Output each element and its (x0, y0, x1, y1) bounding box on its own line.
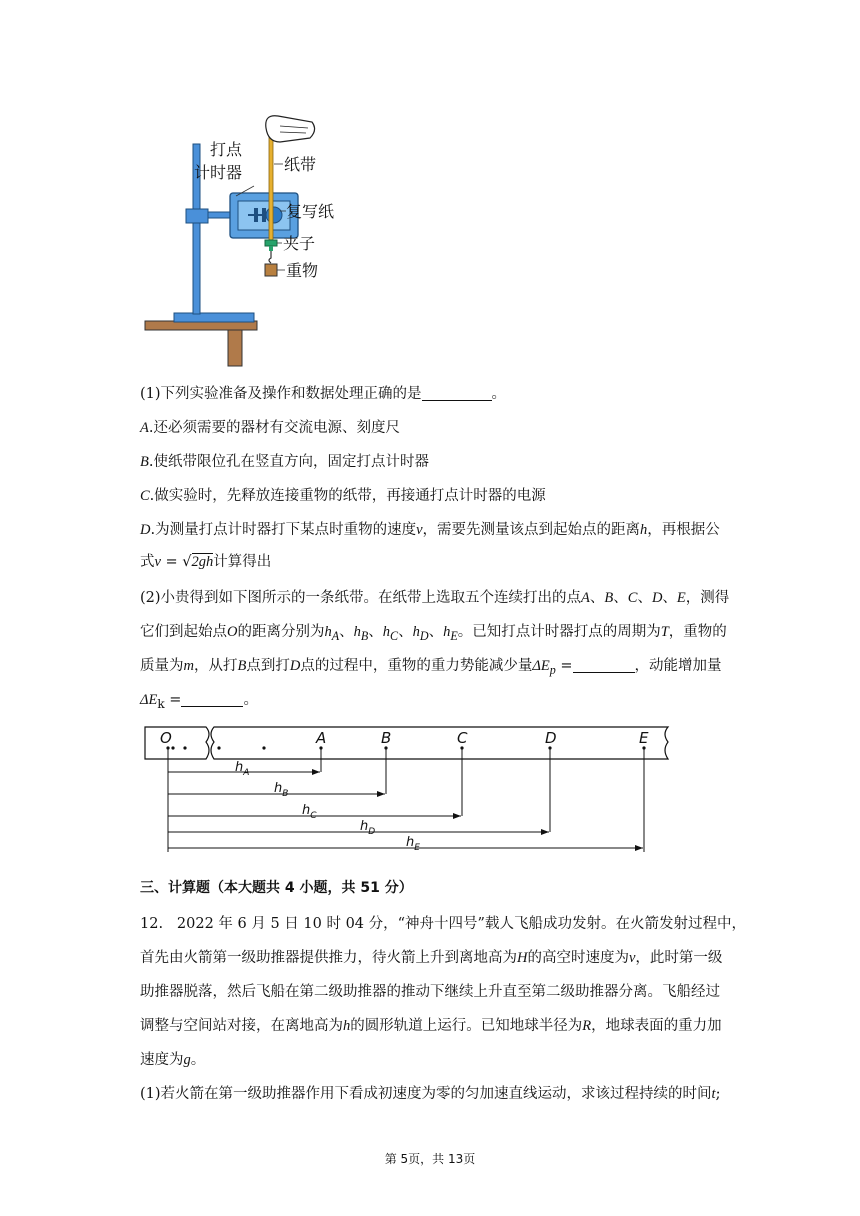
apparatus-figure (140, 108, 380, 370)
q1-option-a: A.还必须需要的器材有交流电源、刻度尺 (140, 420, 400, 436)
q2-line-4: $\Delta E_k$ = 。 (140, 692, 258, 711)
answer-blank-ek[interactable] (181, 692, 243, 708)
q1-option-d: D.为测量打点计时器打下某点时重物的速度v，需要先测量该点到起始点的距离h，再根据公 (140, 522, 720, 538)
q12-line-3: 助推器脱落，然后飞船在第二级助推器的推动下继续上升直至第二级助推器分离。飞船经过 (140, 984, 720, 1000)
q12-line-6: (1)若火箭在第一级助推器作用下看成初速度为零的匀加速直线运动，求该过程持续的时间t; (140, 1086, 721, 1102)
q2-line-3: 质量为m，从打B点到打D点的过程中，重物的重力势能减少量$\Delta E_p$ = ，动能增加量 (140, 658, 722, 677)
q1-option-c: C.做实验时，先释放连接重物的纸带，再接通打点计时器的电源 (140, 488, 546, 504)
answer-blank-ep[interactable] (573, 658, 635, 674)
tape-h-c: $h_C$ (302, 803, 317, 821)
q12-line-4: 调整与空间站对接，在离地高为h的圆形轨道上运行。已知地球半径为R，地球表面的重力加 (140, 1018, 722, 1034)
q2-line-1: (2)小贵得到如下图所示的一条纸带。在纸带上选取五个连续打出的点A、B、C、D、E，测得 (140, 590, 730, 606)
tape-h-d: $h_D$ (360, 819, 376, 837)
tape-label-d: D (545, 729, 557, 747)
label-tape: 纸带 (284, 155, 317, 174)
q12-line-5: 速度为g。 (140, 1052, 206, 1068)
tape-label-b: B (381, 729, 392, 747)
tape-h-a: $h_A$ (235, 760, 250, 778)
section-heading: 三、计算题（本大题共 4 小题，共 51 分） (140, 880, 413, 896)
q2-line-2: 它们到起始点O的距离分别为$h_A$、$h_B$、$h_C$、$h_D$、$h_E$。已知打点计时器打点的周期为T，重物的 (140, 624, 727, 643)
q1-prompt: (1)下列实验准备及操作和数据处理正确的是 。 (140, 386, 507, 402)
q12-line-2: 首先由火箭第一级助推器提供推力，待火箭上升到离地高为H的高空时速度为v，此时第一级 (140, 950, 723, 966)
page-footer: 第 5页，共 13页 (384, 1152, 476, 1166)
tape-h-e: $h_E$ (406, 835, 420, 853)
tape-label-o: O (160, 729, 172, 747)
label-clip: 夹子 (283, 234, 316, 253)
label-timer-1: 打点 (210, 140, 243, 159)
q1-option-d-cont: 式v = √2gh计算得出 (140, 554, 272, 570)
answer-blank[interactable] (422, 386, 492, 402)
label-timer-2: 计时器 (194, 163, 243, 182)
tape-label-a: A (316, 729, 327, 747)
tape-label-c: C (457, 729, 468, 747)
q1-option-b: B.使纸带限位孔在竖直方向，固定打点计时器 (140, 454, 429, 470)
label-weight: 重物 (286, 261, 319, 280)
q12-line-1: 12. 2022 年 6 月 5 日 10 时 04 分，“神舟十四号”载人飞船成功发射。在火箭发射过程中， (140, 916, 746, 932)
tape-label-e: E (639, 729, 649, 747)
label-carbon: 复写纸 (286, 202, 335, 221)
tape-figure (140, 722, 680, 856)
tape-h-b: $h_B$ (274, 781, 289, 799)
